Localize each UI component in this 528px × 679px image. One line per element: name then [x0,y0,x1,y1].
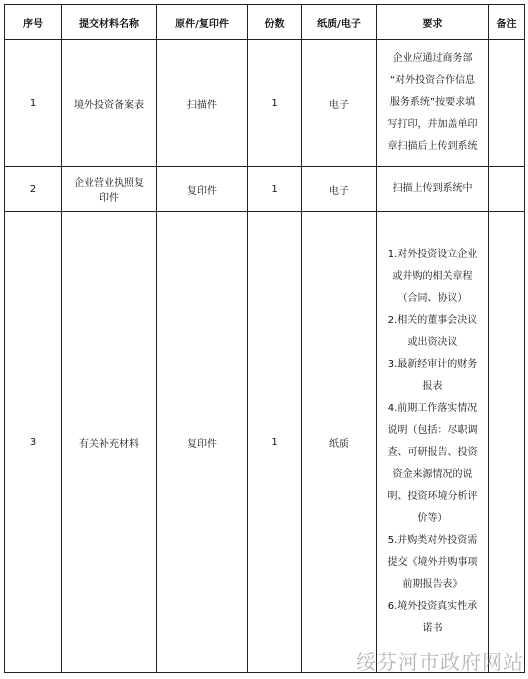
material-name-line: 印件 [99,193,119,204]
material-name: 境外投资备案表 [62,40,157,167]
material-name-line: 企业营业执照复 [74,178,144,189]
header-cell: 要求 [377,5,489,40]
table-row [5,212,525,673]
paper-or-electronic: 电子 [302,167,377,212]
requirement-line: 查、可研报告、投资 [387,447,478,458]
header-cell: 纸质/电子 [302,5,377,40]
row-number: 1 [5,40,62,167]
row-number: 2 [5,167,62,212]
requirement-line: 说明（包括：尽职调 [387,425,478,436]
requirement-line: 或出资决议 [407,337,458,348]
header-cell: 序号 [5,5,62,40]
table-row [5,167,525,212]
original-or-copy: 复印件 [157,212,248,673]
paper-or-electronic: 纸质 [302,212,377,673]
requirement-line: 5.并购类对外投资需 [387,535,478,546]
requirement-line: 前期报告表》 [402,579,463,590]
requirement-line: 提交《境外并购事项 [387,557,478,568]
materials-table [4,4,525,673]
requirement-line: 资金来源情况的说 [392,469,473,480]
remarks-cell [489,40,525,167]
material-name: 有关补充材料 [62,212,157,673]
header-cell: 原件/复印件 [157,5,248,40]
copies-count: 1 [248,167,302,212]
requirements-cell [377,212,489,673]
requirement-line: （合同、协议） [397,293,468,304]
requirement-line: 6.境外投资真实性承 [387,601,478,612]
requirement-line: “对外投资合作信息 [389,75,476,86]
requirement-line: 4.前期工作落实情况 [387,403,478,414]
requirement-line: 服务系统”按要求填 [389,97,476,108]
table-row [5,40,525,167]
requirement-line: 2.相关的董事会决议 [387,315,478,326]
requirement-line: 章扫描后上传到系统 [387,141,478,152]
remarks-cell [489,167,525,212]
row-number: 3 [5,212,62,673]
requirement-line: 企业应通过商务部 [392,53,473,64]
requirement-line: 明、投资环境分析评 [387,491,478,502]
requirement-line: 3.最新经审计的财务 [387,359,478,370]
remarks-cell [489,212,525,673]
header-cell: 份数 [248,5,302,40]
original-or-copy: 复印件 [157,167,248,212]
requirement-line: 或并购的相关章程 [392,271,473,282]
header-cell: 提交材料名称 [62,5,157,40]
material-name [62,167,157,212]
watermark: 绥芬河市政府网站 [356,650,524,674]
requirements-cell [377,167,489,212]
paper-or-electronic: 电子 [302,40,377,167]
original-or-copy: 扫描件 [157,40,248,167]
requirement-line: 1.对外投资设立企业 [387,249,478,260]
table-header-row [5,5,525,40]
requirement-line: 报表 [422,381,443,392]
copies-count: 1 [248,212,302,673]
requirement-line: 价等） [417,513,448,524]
requirement-line: 写打印，并加盖单印 [387,119,478,130]
requirement-line: 扫描上传到系统中 [392,183,473,194]
copies-count: 1 [248,40,302,167]
requirements-cell [377,40,489,167]
requirement-line: 诺书 [422,623,443,634]
header-cell: 备注 [489,5,525,40]
